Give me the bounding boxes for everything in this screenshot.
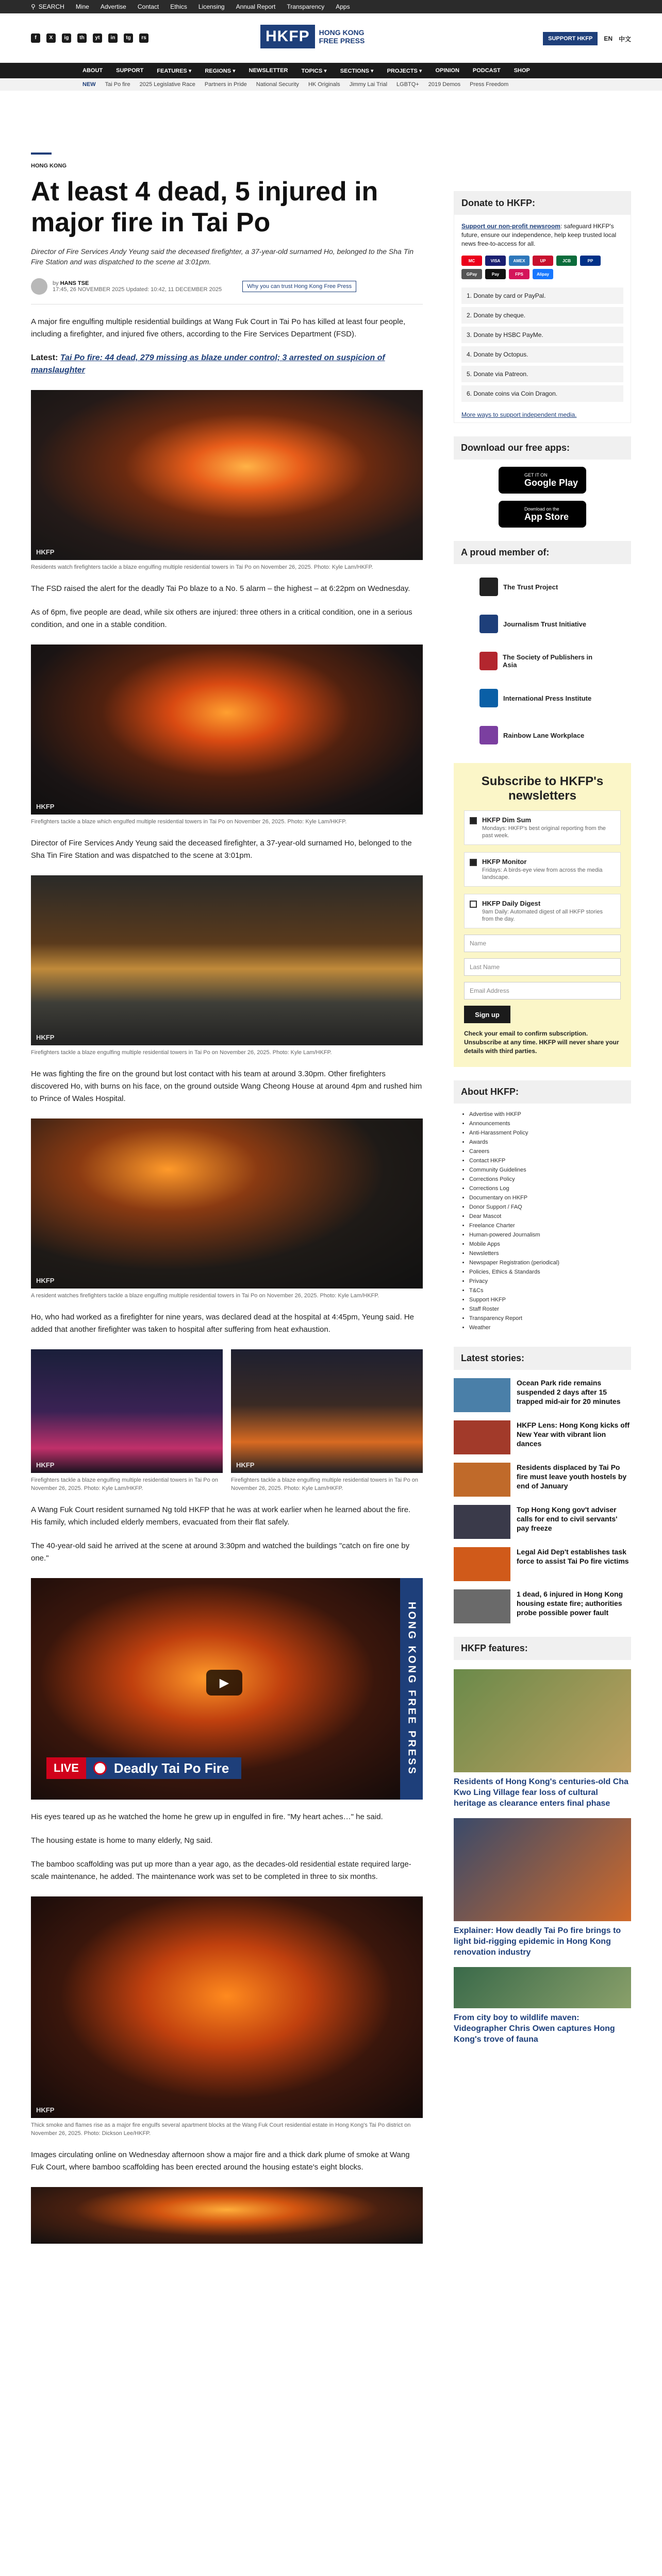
newsletter-widget: [454, 763, 631, 1067]
fps-icon: FPS: [509, 269, 529, 279]
article-category[interactable]: HONG KONG: [31, 163, 67, 169]
trust-link[interactable]: Why you can trust Hong Kong Free Press: [242, 281, 356, 292]
utility-link[interactable]: Contact: [137, 3, 159, 10]
utility-link[interactable]: Ethics: [170, 3, 187, 10]
watermark: HKFP: [36, 548, 55, 556]
google-play-button[interactable]: GET IT ON Google Play: [499, 467, 586, 494]
features-widget: [454, 1637, 631, 2045]
about-link[interactable]: • Weather: [469, 1323, 616, 1332]
utility-link[interactable]: Mine: [75, 3, 89, 10]
story-thumbnail: [454, 1420, 510, 1454]
about-link[interactable]: • Human-powered Journalism: [469, 1230, 616, 1240]
story-thumbnail: [454, 1463, 510, 1497]
utility-link[interactable]: Transparency: [287, 3, 325, 10]
feature-item[interactable]: From city boy to wildlife maven: Videographer Chris Owen captures Hong Kong's trove of fauna: [454, 1967, 631, 2045]
photo-caption: A resident watches firefighters tackle a blaze engulfing multiple residential towers in Tai Po on November 26, 2025. Photo: Kyle Lam/HKFP.: [31, 1293, 379, 1299]
rainbow-lane-icon: [479, 726, 498, 744]
article-title: At least 4 dead, 5 injured in major fire in Tai Po: [31, 177, 378, 238]
about-link[interactable]: • Policies, Ethics & Standards: [469, 1267, 616, 1277]
logo-wordmark: HONG KONG FREE PRESS: [319, 28, 365, 45]
donate-title: Donate to HKFP:: [454, 192, 631, 215]
byline: [31, 278, 423, 295]
last-name-input[interactable]: Last Name: [464, 958, 621, 976]
paragraph: The 40-year-old said he arrived at the scene at around 3:30pm and watched the buildings "catch on fire one by one.": [31, 1541, 410, 1563]
amex-icon: AMEX: [509, 256, 529, 266]
email-input[interactable]: Email Address: [464, 982, 621, 999]
feature-image: [454, 1818, 631, 1921]
trending-link[interactable]: National Security: [256, 81, 299, 88]
trending-nav: [0, 78, 662, 91]
paragraph: As of 6pm, five people are dead, while six others are injured: three others in a critical condition, one in a serious condition, and one in a stable condition.: [31, 608, 412, 629]
utility-link[interactable]: Advertise: [100, 3, 126, 10]
signup-button[interactable]: Sign up: [464, 1006, 510, 1023]
newsletter-title: Subscribe to HKFP's newsletters: [481, 774, 604, 803]
youtube-icon[interactable]: yt: [93, 33, 102, 43]
fire-photo[interactable]: [31, 390, 423, 560]
about-link[interactable]: • Advertise with HKFP: [469, 1110, 616, 1119]
latest-title: Latest stories:: [454, 1347, 631, 1370]
trending-link[interactable]: Jimmy Lai Trial: [349, 81, 388, 88]
checkbox-checked-icon[interactable]: [470, 817, 477, 824]
fire-photo[interactable]: [31, 1349, 223, 1473]
about-link[interactable]: • Dear Mascot: [469, 1212, 616, 1221]
donate-option[interactable]: 2. Donate by cheque.: [461, 307, 623, 324]
about-link[interactable]: • T&Cs: [469, 1286, 616, 1295]
feature-image: [454, 1967, 631, 2008]
donate-option[interactable]: 6. Donate coins via Coin Dragon.: [461, 385, 623, 402]
trending-link[interactable]: Press Freedom: [470, 81, 509, 88]
about-link[interactable]: • Donor Support / FAQ: [469, 1202, 616, 1212]
watermark: HKFP: [36, 1033, 55, 1041]
donate-options: [454, 279, 631, 407]
newsletter-option[interactable]: HKFP Dim Sum Mondays: HKFP's best original reporting from the past week.: [464, 810, 621, 845]
photo-caption: Firefighters tackle a blaze engulfing multiple residential towers in Tai Po on November 26, 2025. Photo: Kyle Lam/HKFP.: [31, 1049, 332, 1056]
newsletter-option[interactable]: HKFP Daily Digest 9am Daily: Automated digest of all HKFP stories from the day.: [464, 894, 621, 928]
member-logo[interactable]: International Press Institute: [454, 684, 631, 713]
trust-project-icon: [479, 578, 498, 596]
newsletter-note: Check your email to confirm subscription. Unsubscribe at any time. HKFP will never share your details with third parties.: [464, 1030, 619, 1055]
story-thumbnail: [454, 1589, 510, 1623]
about-links: [454, 1104, 631, 1338]
paragraph: A major fire engulfing multiple residential buildings at Wang Fuk Court in Tai Po has killed at least four people, including a firefighter, and injured five others, according to the Fire Services Department (FSD).: [31, 317, 406, 338]
fire-photo[interactable]: [31, 2187, 423, 2244]
photo-pair: [31, 1349, 423, 1493]
photo-figure: [31, 1118, 423, 1300]
photo-figure: [231, 1349, 423, 1493]
paragraph: The bamboo scaffolding was put up more than a year ago, as the decades-old residential estate required large-scale maintenance, he added. The maintenance work was set to be completed in three to six months.: [31, 1860, 411, 1881]
facebook-icon[interactable]: f: [31, 33, 40, 43]
newsletter-option[interactable]: HKFP Monitor Fridays: A birds-eye view from across the media landscape.: [464, 852, 621, 887]
story-thumbnail: [454, 1505, 510, 1539]
watermark: HKFP: [36, 803, 55, 810]
name-input[interactable]: Name: [464, 935, 621, 952]
nav-opinion[interactable]: OPINION: [435, 67, 459, 74]
mastercard-icon: MC: [461, 256, 482, 266]
about-link[interactable]: • Support HKFP: [469, 1295, 616, 1304]
donate-option[interactable]: 4. Donate by Octopus.: [461, 346, 623, 363]
latest-link[interactable]: Tai Po fire: 44 dead, 279 missing as blaze under control; 3 arrested on suspicion of manslaughter: [31, 353, 385, 375]
photo-caption: Firefighters tackle a blaze engulfing multiple residential towers in Tai Po on November 26, 2025. Photo: Kyle Lam/HKFP.: [231, 1477, 418, 1492]
utility-bar: [0, 0, 662, 13]
checkbox-checked-icon[interactable]: [470, 859, 477, 866]
about-link[interactable]: • Documentary on HKFP: [469, 1193, 616, 1202]
story-item[interactable]: Residents displaced by Tai Po fire must leave youth hostels by end of January: [454, 1463, 631, 1497]
utility-link[interactable]: Apps: [336, 3, 350, 10]
about-link[interactable]: • Newsletters: [469, 1249, 616, 1258]
utility-link[interactable]: Annual Report: [236, 3, 276, 10]
watermark: HKFP: [36, 1277, 55, 1284]
sopa-icon: [479, 652, 498, 670]
sidebar: [454, 91, 631, 2045]
live-badge: LIVE: [46, 1757, 86, 1779]
paragraph: Ho, who had worked as a firefighter for nine years, was declared dead at the hospital at 4:45pm, Yeung said. He added that another firefighter was taken to hospital after suffering from heat exhaustion.: [31, 1313, 414, 1334]
search-button[interactable]: ⚲ SEARCH: [31, 3, 64, 10]
member-logo[interactable]: Rainbow Lane Workplace: [454, 721, 631, 750]
about-link[interactable]: • Newspaper Registration (periodical): [469, 1258, 616, 1267]
paragraph: Director of Fire Services Andy Yeung said the deceased firefighter, a 37-year-old surnamed Ho, belonged to the Sha Tin Fire Station and was dispatched to the scene at 3:01pm.: [31, 839, 412, 860]
nav-podcast[interactable]: PODCAST: [472, 67, 501, 74]
about-title: About HKFP:: [454, 1080, 631, 1104]
donate-option[interactable]: 1. Donate by card or PayPal.: [461, 287, 623, 304]
nav-sections[interactable]: SECTIONS ▾: [340, 67, 374, 74]
live-dot-icon: [93, 1761, 107, 1775]
video-title-banner: [46, 1757, 241, 1779]
story-item[interactable]: Top Hong Kong gov't adviser calls for end to civil servants' pay freeze: [454, 1505, 631, 1539]
nav-features[interactable]: FEATURES ▾: [157, 67, 192, 74]
paragraph: He was fighting the fire on the ground but lost contact with his team at around 3.30pm. Other firefighters discovered Ho, with burns on his face, on the ground outside Wang Cheong House at around 4pm and rushed him to Prince of Wales Hospital.: [31, 1070, 422, 1103]
video-title: Deadly Tai Po Fire: [113, 1760, 229, 1776]
main-nav: [0, 63, 662, 78]
x-icon[interactable]: X: [46, 33, 56, 43]
photo-figure: [31, 2187, 423, 2244]
author-avatar: [31, 278, 47, 295]
utility-link[interactable]: Licensing: [198, 3, 225, 10]
about-link[interactable]: • Community Guidelines: [469, 1165, 616, 1175]
member-logo[interactable]: Journalism Trust Initiative: [454, 609, 631, 638]
article: [31, 91, 423, 2244]
photo-figure: [31, 875, 423, 1057]
story-thumbnail: [454, 1378, 510, 1412]
googlepay-icon: GPay: [461, 269, 482, 279]
story-item[interactable]: Ocean Park ride remains suspended 2 days after 15 trapped mid-air for 20 minutes: [454, 1378, 631, 1412]
lang-zh[interactable]: 中文: [618, 35, 631, 43]
about-link[interactable]: • Transparency Report: [469, 1314, 616, 1323]
story-item[interactable]: Legal Aid Dep't establishes task force to assist Tai Po fire victims: [454, 1547, 631, 1581]
lang-en[interactable]: EN: [604, 35, 613, 42]
article-dates: 17:45, 26 NOVEMBER 2025 Updated: 10:42, 11 DECEMBER 2025: [53, 286, 222, 293]
features-title: HKFP features:: [454, 1637, 631, 1660]
story-item[interactable]: HKFP Lens: Hong Kong kicks off New Year with vibrant lion dances: [454, 1420, 631, 1454]
support-button[interactable]: SUPPORT HKFP: [543, 32, 598, 45]
about-link[interactable]: • Anti-Harassment Policy: [469, 1128, 616, 1138]
telegram-icon[interactable]: tg: [124, 33, 133, 43]
nav-newsletter[interactable]: NEWSLETTER: [249, 67, 288, 74]
trending-link[interactable]: LGBTQ+: [396, 81, 419, 88]
ipi-icon: [479, 689, 498, 707]
jcb-icon: JCB: [556, 256, 577, 266]
nav-topics[interactable]: TOPICS ▾: [301, 67, 327, 74]
donate-option[interactable]: 3. Donate by HSBC PayMe.: [461, 327, 623, 343]
nav-support[interactable]: SUPPORT: [116, 67, 144, 74]
nav-projects[interactable]: PROJECTS ▾: [387, 67, 422, 74]
trending-link[interactable]: Partners in Pride: [204, 81, 247, 88]
feature-item[interactable]: Explainer: How deadly Tai Po fire brings to light bid-rigging epidemic in Hong Kong renovation industry: [454, 1818, 631, 1958]
resident-photo[interactable]: [31, 1118, 423, 1289]
play-icon[interactable]: ▶: [206, 1670, 242, 1696]
about-link[interactable]: • Awards: [469, 1138, 616, 1147]
photo-caption: Firefighters tackle a blaze engulfing multiple residential towers in Tai Po on November 26, 2025. Photo: Kyle Lam/HKFP.: [31, 1477, 218, 1492]
site-logo[interactable]: [260, 25, 365, 48]
applepay-icon: Pay: [485, 269, 506, 279]
about-link[interactable]: • Privacy: [469, 1277, 616, 1286]
memberships-widget: [454, 541, 631, 750]
section-rule: [31, 152, 52, 155]
paragraph: Images circulating online on Wednesday afternoon show a major fire and a thick dark plume of smoke at Wang Fuk Court, where bamboo scaffolding has been erected around the housing estate's eight blocks.: [31, 2150, 410, 2172]
more-support-link[interactable]: More ways to support independent media.: [461, 411, 577, 418]
feature-item[interactable]: Residents of Hong Kong's centuries-old Cha Kwo Ling Village fear loss of cultural heritage as clearance enters final phase: [454, 1669, 631, 1809]
donate-option[interactable]: 5. Donate via Patreon.: [461, 366, 623, 382]
story-item[interactable]: 1 dead, 6 injured in Hong Kong housing estate fire; authorities probe possible power fault: [454, 1589, 631, 1623]
latest-update: Latest: Tai Po fire: 44 dead, 279 missing as blaze under control; 3 arrested on suspicion of manslaughter: [31, 353, 385, 375]
paragraph: His eyes teared up as he watched the home he grew up in engulfed in fire. "My heart aches…" he said.: [31, 1812, 383, 1821]
trending-link[interactable]: HK Originals: [308, 81, 340, 88]
members-title: A proud member of:: [454, 541, 631, 564]
paragraph: The housing estate is home to many elderly, Ng said.: [31, 1836, 213, 1845]
byline-text: by HANS TSE 17:45, 26 NOVEMBER 2025 Updated: 10:42, 11 DECEMBER 2025: [53, 280, 222, 293]
apps-title: Download our free apps:: [454, 436, 631, 460]
about-link[interactable]: • Announcements: [469, 1119, 616, 1128]
trending-link[interactable]: 2025 Legislative Race: [139, 81, 195, 88]
header-actions: [543, 32, 631, 45]
logo-mark: HKFP: [260, 25, 315, 48]
new-badge: NEW: [82, 81, 96, 88]
member-logo[interactable]: The Society of Publishers in Asia: [454, 647, 631, 675]
checkbox-icon[interactable]: [470, 901, 477, 908]
paragraph: A Wang Fuk Court resident surnamed Ng told HKFP that he was at work earlier when he learned about the fire. His family, which included elderly members, evacuated from their flat safely.: [31, 1505, 411, 1527]
latest-widget: [454, 1347, 631, 1623]
watermark: HKFP: [236, 1461, 255, 1469]
fire-photo[interactable]: [31, 1896, 423, 2118]
about-link[interactable]: • Corrections Log: [469, 1184, 616, 1193]
about-link[interactable]: • Corrections Policy: [469, 1175, 616, 1184]
photo-caption: Thick smoke and flames rise as a major fire engulfs several apartment blocks at the Wang Fuk Court residential estate in Hong Kong's Tai Po district on November 26, 2025. Photo: Dickson Lee/HKFP.: [31, 2122, 411, 2137]
about-link[interactable]: • Mobile Apps: [469, 1240, 616, 1249]
rss-icon[interactable]: rs: [139, 33, 148, 43]
about-widget: [454, 1080, 631, 1338]
instagram-icon[interactable]: ig: [62, 33, 71, 43]
about-link[interactable]: • Staff Roster: [469, 1304, 616, 1314]
linkedin-icon[interactable]: in: [108, 33, 118, 43]
nav-shop[interactable]: SHOP: [514, 67, 530, 74]
photo-caption: Firefighters tackle a blaze which engulfed multiple residential towers in Tai Po on November 26, 2025. Photo: Kyle Lam/HKFP.: [31, 819, 347, 825]
feature-image: [454, 1669, 631, 1772]
paypal-icon: PP: [580, 256, 601, 266]
about-link[interactable]: • Contact HKFP: [469, 1156, 616, 1165]
nav-regions[interactable]: REGIONS ▾: [205, 67, 236, 74]
story-thumbnail: [454, 1547, 510, 1581]
donate-text: Support our non-profit newsroom: safeguard HKFP's future, ensure our independence, help keep trusted local news free-to-access for all.: [461, 223, 617, 247]
fire-photo[interactable]: [231, 1349, 423, 1473]
trending-link[interactable]: Tai Po fire: [105, 81, 130, 88]
watermark: HKFP: [36, 2106, 55, 2114]
search-icon: ⚲: [31, 3, 36, 10]
video-brand-strip: HONG KONG FREE PRESS: [400, 1578, 423, 1800]
app-store-button[interactable]: Download on the App Store: [499, 501, 586, 528]
site-header: [0, 13, 662, 63]
donate-link[interactable]: Support our non-profit newsroom: [461, 223, 560, 230]
firefighter-photo[interactable]: [31, 875, 423, 1045]
photo-figure: [31, 1349, 223, 1493]
video-player[interactable]: [31, 1578, 423, 1800]
visa-icon: VISA: [485, 256, 506, 266]
payment-icons: [454, 256, 631, 279]
apps-widget: [454, 436, 631, 528]
alipay-icon: Alipay: [533, 269, 553, 279]
nav-about[interactable]: ABOUT: [82, 67, 103, 74]
paragraph: The FSD raised the alert for the deadly Tai Po blaze to a No. 5 alarm – the highest – at 6:22pm on Wednesday.: [31, 584, 410, 593]
about-link[interactable]: • Careers: [469, 1147, 616, 1156]
unionpay-icon: UP: [533, 256, 553, 266]
social-links: [31, 33, 148, 43]
trending-link[interactable]: 2019 Demos: [428, 81, 461, 88]
photo-figure: [31, 1896, 423, 2138]
watermark: HKFP: [36, 1461, 55, 1469]
photo-caption: Residents watch firefighters tackle a blaze engulfing multiple residential towers in Tai Po on November 26, 2025. Photo: Kyle Lam/HKFP.: [31, 564, 373, 570]
article-subhead: Director of Fire Services Andy Yeung said the deceased firefighter, a 37-year-old surnamed Ho, belonged to the Sha Tin Fire Station and was dispatched to the scene at 3:01pm.: [31, 247, 414, 266]
about-link[interactable]: • Freelance Charter: [469, 1221, 616, 1230]
photo-figure: [31, 390, 423, 571]
author-name[interactable]: HANS TSE: [60, 280, 89, 286]
threads-icon[interactable]: th: [77, 33, 87, 43]
jti-icon: [479, 615, 498, 633]
fire-photo[interactable]: [31, 645, 423, 815]
donate-widget: [454, 191, 631, 423]
photo-figure: [31, 645, 423, 826]
member-logo[interactable]: The Trust Project: [454, 572, 631, 601]
